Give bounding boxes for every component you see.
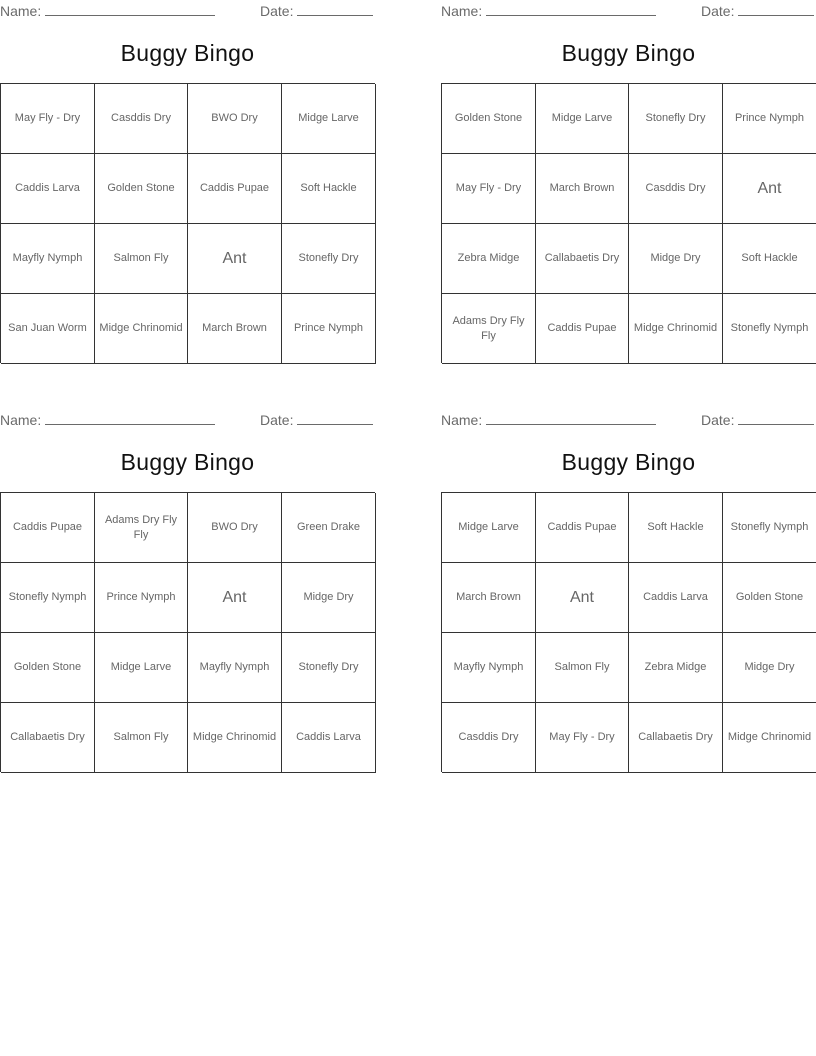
bingo-cell[interactable]: Prince Nymph xyxy=(95,563,188,633)
bingo-card-3 xyxy=(0,409,375,782)
info-line xyxy=(0,409,375,429)
bingo-cell[interactable]: Adams Dry Fly Fly xyxy=(442,294,536,364)
bingo-cell[interactable]: BWO Dry xyxy=(188,84,282,154)
date-label: Date: xyxy=(260,412,294,428)
name-blank-line xyxy=(45,411,215,425)
bingo-cell[interactable]: Caddis Larva xyxy=(1,154,95,224)
bingo-cell[interactable]: Callabaetis Dry xyxy=(536,224,629,294)
bingo-cell[interactable]: Golden Stone xyxy=(95,154,188,224)
info-line xyxy=(441,0,816,20)
bingo-cell[interactable]: Soft Hackle xyxy=(629,493,723,563)
bingo-cell[interactable]: Adams Dry Fly Fly xyxy=(95,493,188,563)
bingo-cell[interactable]: Stonefly Dry xyxy=(629,84,723,154)
bingo-cell[interactable]: Ant xyxy=(188,563,282,633)
bingo-cell[interactable]: Mayfly Nymph xyxy=(442,633,536,703)
date-blank-line xyxy=(738,411,814,425)
date-blank-line xyxy=(297,2,373,16)
bingo-cell[interactable]: Ant xyxy=(188,224,282,294)
bingo-cell[interactable]: Caddis Larva xyxy=(629,563,723,633)
bingo-cell[interactable]: Golden Stone xyxy=(1,633,95,703)
bingo-cell[interactable]: Midge Larve xyxy=(95,633,188,703)
info-line xyxy=(441,409,816,429)
bingo-cell[interactable]: Midge Dry xyxy=(282,563,376,633)
bingo-cell[interactable]: Salmon Fly xyxy=(95,703,188,773)
bingo-cell[interactable]: Midge Chrinomid xyxy=(723,703,816,773)
bingo-cell[interactable]: May Fly - Dry xyxy=(536,703,629,773)
bingo-cell[interactable]: Green Drake xyxy=(282,493,376,563)
bingo-cell[interactable]: March Brown xyxy=(188,294,282,364)
bingo-cell[interactable]: Salmon Fly xyxy=(536,633,629,703)
card-title: Buggy Bingo xyxy=(120,40,255,66)
date-blank-line xyxy=(297,411,373,425)
bingo-cell[interactable]: Ant xyxy=(536,563,629,633)
bingo-cell[interactable]: Mayfly Nymph xyxy=(188,633,282,703)
date-field[interactable] xyxy=(701,2,814,19)
name-blank-line xyxy=(486,2,656,16)
bingo-cell[interactable]: Stonefly Nymph xyxy=(723,493,816,563)
bingo-cell[interactable]: Casddis Dry xyxy=(95,84,188,154)
bingo-cell[interactable]: March Brown xyxy=(442,563,536,633)
bingo-cell[interactable]: Soft Hackle xyxy=(723,224,816,294)
bingo-cell[interactable]: Prince Nymph xyxy=(723,84,816,154)
bingo-cell[interactable]: Midge Chrinomid xyxy=(188,703,282,773)
bingo-cell[interactable]: Caddis Pupae xyxy=(536,294,629,364)
name-label: Name: xyxy=(0,3,42,19)
bingo-cell[interactable]: Midge Larve xyxy=(282,84,376,154)
bingo-cell[interactable]: May Fly - Dry xyxy=(1,84,95,154)
date-label: Date: xyxy=(260,3,294,19)
card-title: Buggy Bingo xyxy=(120,449,255,475)
bingo-cell[interactable]: Prince Nymph xyxy=(282,294,376,364)
bingo-cell[interactable]: Zebra Midge xyxy=(442,224,536,294)
bingo-cell[interactable]: Midge Dry xyxy=(629,224,723,294)
bingo-cell[interactable]: Midge Larve xyxy=(442,493,536,563)
bingo-cell[interactable]: Caddis Pupae xyxy=(188,154,282,224)
bingo-grid xyxy=(441,492,816,772)
bingo-grid xyxy=(441,83,816,363)
bingo-cell[interactable]: San Juan Worm xyxy=(1,294,95,364)
date-label: Date: xyxy=(701,3,735,19)
bingo-card-2 xyxy=(441,0,816,373)
name-label: Name: xyxy=(441,3,483,19)
name-field[interactable] xyxy=(0,411,215,428)
bingo-cell[interactable]: Midge Larve xyxy=(536,84,629,154)
bingo-grid xyxy=(0,83,375,363)
bingo-cell[interactable]: Stonefly Nymph xyxy=(723,294,816,364)
bingo-cell[interactable]: Soft Hackle xyxy=(282,154,376,224)
bingo-cell[interactable]: Caddis Pupae xyxy=(536,493,629,563)
date-blank-line xyxy=(738,2,814,16)
bingo-cell[interactable]: Zebra Midge xyxy=(629,633,723,703)
bingo-cell[interactable]: Golden Stone xyxy=(442,84,536,154)
date-field[interactable] xyxy=(260,411,373,428)
name-field[interactable] xyxy=(441,2,656,19)
info-line xyxy=(0,0,375,20)
name-blank-line xyxy=(45,2,215,16)
bingo-cell[interactable]: Caddis Larva xyxy=(282,703,376,773)
name-field[interactable] xyxy=(441,411,656,428)
bingo-cell[interactable]: Stonefly Nymph xyxy=(1,563,95,633)
bingo-cell[interactable]: Ant xyxy=(723,154,816,224)
date-field[interactable] xyxy=(701,411,814,428)
bingo-card-1 xyxy=(0,0,375,373)
bingo-cell[interactable]: May Fly - Dry xyxy=(442,154,536,224)
bingo-cell[interactable]: Midge Chrinomid xyxy=(629,294,723,364)
bingo-cell[interactable]: Callabaetis Dry xyxy=(1,703,95,773)
name-label: Name: xyxy=(441,412,483,428)
bingo-cell[interactable]: Stonefly Dry xyxy=(282,633,376,703)
name-label: Name: xyxy=(0,412,42,428)
name-field[interactable] xyxy=(0,2,215,19)
bingo-cell[interactable]: March Brown xyxy=(536,154,629,224)
bingo-cell[interactable]: Callabaetis Dry xyxy=(629,703,723,773)
bingo-cell[interactable]: Midge Chrinomid xyxy=(95,294,188,364)
bingo-card-4 xyxy=(441,409,816,782)
bingo-cell[interactable]: Casddis Dry xyxy=(442,703,536,773)
card-title: Buggy Bingo xyxy=(561,40,696,66)
bingo-cell[interactable]: Casddis Dry xyxy=(629,154,723,224)
bingo-cell[interactable]: Salmon Fly xyxy=(95,224,188,294)
bingo-cell[interactable]: Mayfly Nymph xyxy=(1,224,95,294)
bingo-cell[interactable]: Caddis Pupae xyxy=(1,493,95,563)
name-blank-line xyxy=(486,411,656,425)
bingo-cell[interactable]: Golden Stone xyxy=(723,563,816,633)
date-field[interactable] xyxy=(260,2,373,19)
bingo-cell[interactable]: Stonefly Dry xyxy=(282,224,376,294)
date-label: Date: xyxy=(701,412,735,428)
bingo-cell[interactable]: Midge Dry xyxy=(723,633,816,703)
card-title: Buggy Bingo xyxy=(561,449,696,475)
bingo-grid xyxy=(0,492,375,772)
bingo-cell[interactable]: BWO Dry xyxy=(188,493,282,563)
